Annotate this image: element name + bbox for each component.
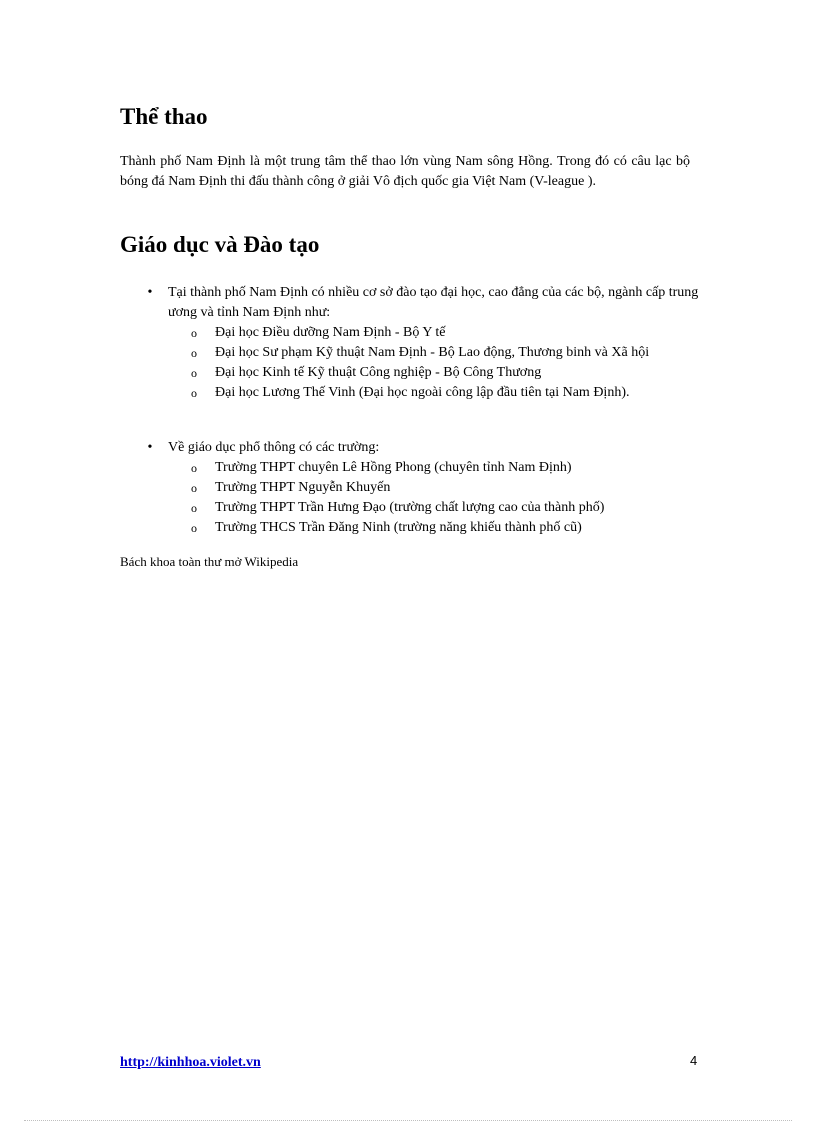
list-item [143,498,689,518]
sports-heading: Thể thao [120,104,208,129]
footer-link[interactable]: http://kinhhoa.violet.vn [120,1055,261,1070]
list-item [143,343,689,363]
list-item [143,458,689,478]
list-item [143,323,689,343]
university-name: Đại học Điều dưỡng Nam Định - Bộ Y tế [215,325,446,340]
university-name: Đại học Sư phạm Kỹ thuật Nam Định - Bộ Lao động, Thương binh và Xã hội [215,345,650,360]
schools-bullet [143,438,703,538]
school-name: Trường THPT chuyên Lê Hồng Phong (chuyên tỉnh Nam Định) [215,460,572,475]
universities-intro: Tại thành phố Nam Định có nhiều cơ sở đào tạo đại học, cao đẳng của các bộ, ngành cấp trung ương và tỉnh Nam Định như: [168,285,699,320]
list-item [143,363,689,383]
schools-intro: Về giáo dục phổ thông có các trường: [168,440,380,455]
circle-bullet-icon: o [191,481,197,495]
schools-intro-item [143,438,703,458]
universities-bullet [143,283,703,403]
page-number: 4 [690,1053,698,1068]
list-item [143,478,689,498]
school-name: Trường THCS Trần Đăng Ninh (trường năng khiếu thành phố cũ) [215,520,582,535]
universities-list [143,323,703,403]
circle-bullet-icon: o [191,386,197,400]
circle-bullet-icon: o [191,366,197,380]
university-name: Đại học Kinh tế Kỹ thuật Công nghiệp - Bộ Công Thương [215,365,542,380]
bullet-icon: • [147,285,153,300]
list-item [143,383,689,403]
schools-list [143,458,703,538]
education-heading: Giáo dục và Đào tạo [120,232,320,257]
bullet-icon: • [147,440,153,455]
list-item [143,518,689,538]
circle-bullet-icon: o [191,501,197,515]
circle-bullet-icon: o [191,326,197,340]
circle-bullet-icon: o [191,461,197,475]
page-bottom-divider [24,1120,792,1121]
source-note: Bách khoa toàn thư mở Wikipedia [120,554,299,569]
circle-bullet-icon: o [191,346,197,360]
circle-bullet-icon: o [191,521,197,535]
universities-intro-item [143,283,703,323]
university-name: Đại học Lương Thế Vinh (Đại học ngoài công lập đầu tiên tại Nam Định). [215,385,630,400]
school-name: Trường THPT Trần Hưng Đạo (trường chất lượng cao của thành phố) [215,500,605,515]
school-name: Trường THPT Nguyễn Khuyến [215,480,391,495]
sports-paragraph: Thành phố Nam Định là một trung tâm thể thao lớn vùng Nam sông Hồng. Trong đó có câu lạc bộ bóng đá Nam Định thi đấu thành công ở giải Vô địch quốc gia Việt Nam (V-league ). [120,154,690,189]
